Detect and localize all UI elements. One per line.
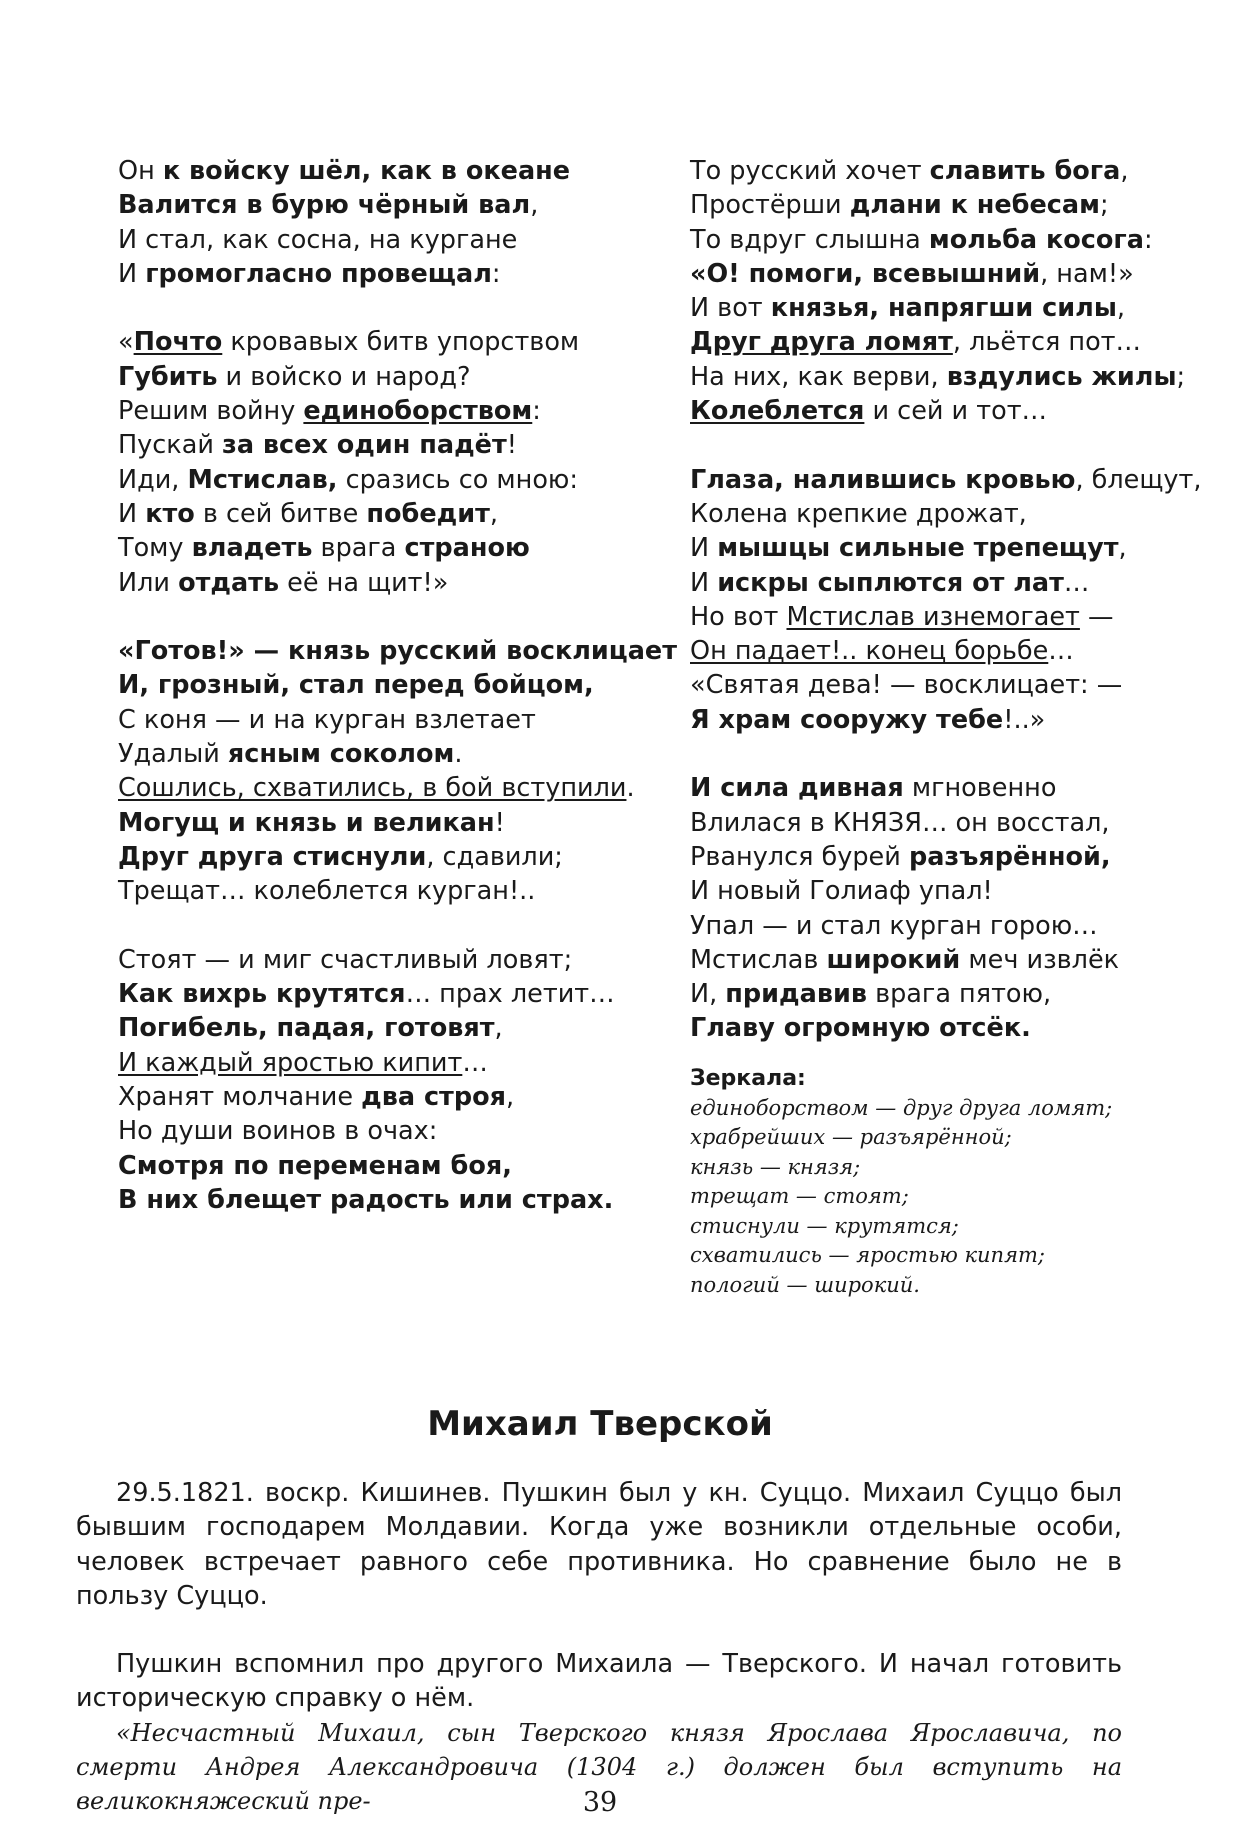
poem-text-segment: , xyxy=(1118,533,1127,564)
poem-text-segment: победит xyxy=(366,498,490,529)
poem-text-segment: И каждый яростью кипит xyxy=(118,1047,463,1078)
poem-text-segment: : xyxy=(491,258,501,289)
poem-text-segment: Как вихрь крутятся xyxy=(118,979,406,1010)
poem-line xyxy=(690,360,1186,394)
mirror-item: князь — князя; xyxy=(690,1154,861,1179)
poem-line xyxy=(118,325,678,359)
poem-text-segment: , xyxy=(494,1013,503,1044)
mirror-item: трещат — стоят; xyxy=(690,1184,909,1209)
poem-text-segment: , сдавили; xyxy=(426,841,563,872)
poem-text-segment: Валится в бурю чёрный вал xyxy=(118,190,531,221)
poem-text-segment: и сей и тот… xyxy=(864,396,1048,427)
poem-text-segment: , xyxy=(530,190,539,221)
poem-text-segment: Друг друга стиснули xyxy=(118,841,427,872)
poem-line xyxy=(690,497,1170,531)
mirrors-list xyxy=(690,1094,1170,1301)
poem-text-segment: И сила дивная xyxy=(690,773,904,804)
poem-text-segment: … прах летит… xyxy=(405,979,615,1010)
poem-line xyxy=(118,497,678,531)
poem-text-segment: « xyxy=(118,327,134,358)
poem-text-segment: Удалый xyxy=(118,739,228,770)
page-number: 39 xyxy=(582,1787,618,1818)
poem-line xyxy=(118,703,678,737)
poem-line xyxy=(118,634,678,668)
poem-text-segment: искры сыплются от лат xyxy=(717,567,1064,598)
poem-text-segment: … xyxy=(1063,567,1090,598)
poem-line xyxy=(118,428,678,462)
poem-line xyxy=(118,566,678,600)
poem-text-segment: : xyxy=(1143,224,1153,255)
poem-line xyxy=(690,291,1170,325)
poem-text-segment: : xyxy=(532,396,541,427)
poem-line xyxy=(690,463,1202,497)
poem-line xyxy=(690,223,1170,257)
poem-text-segment: Хранят молчание xyxy=(118,1082,362,1113)
poem-text-segment: . xyxy=(626,773,635,804)
poem-line xyxy=(690,1011,1170,1045)
stanza-gap xyxy=(690,737,1170,771)
poem-text-segment: И xyxy=(118,258,146,289)
poem-line xyxy=(690,943,1170,977)
poem-line xyxy=(118,874,678,908)
poem-line xyxy=(690,806,1170,840)
poem-text-segment: — xyxy=(1079,601,1114,632)
poem-line xyxy=(118,463,678,497)
poem-text-segment: Решим войну xyxy=(118,396,304,427)
poem-text-segment: ; xyxy=(1176,361,1186,392)
poem-text-segment: владеть xyxy=(191,533,313,564)
poem-text-segment: Мстислав xyxy=(690,944,827,975)
poem-text-segment: … xyxy=(1048,636,1074,667)
poem-text-segment: и войско и народ? xyxy=(217,361,471,392)
poem-text-segment: И xyxy=(118,498,146,529)
poem-line xyxy=(118,394,678,428)
poem-line xyxy=(118,154,678,188)
poem-line xyxy=(690,703,1170,737)
poem-text-segment: отдать xyxy=(178,567,280,598)
poem-line xyxy=(690,634,1170,668)
poem-line xyxy=(690,668,1170,702)
poem-text-segment: Смотря по переменам боя, xyxy=(118,1150,512,1181)
poem-text-segment: Колеблется xyxy=(690,396,865,427)
poem-text-segment: Влилася в КНЯЗЯ… он восстал, xyxy=(690,807,1110,838)
poem-text-segment: Погибель, падая, готовят xyxy=(118,1013,495,1044)
poem-line xyxy=(690,771,1170,805)
poem-line xyxy=(690,394,1170,428)
poem-line xyxy=(118,737,678,771)
poem-text-segment: разъярённой, xyxy=(908,841,1111,872)
poem-text-segment: страною xyxy=(404,533,530,564)
poem-text-segment: , xyxy=(489,498,498,529)
poem-text-segment: Могущ и князь и великан xyxy=(118,807,495,838)
prose-paragraph-1: 29.5.1821. воскр. Кишинев. Пушкин был у кн. Суццо. Михаил Суццо был бывшим господарем Молдавии. Когда уже возникли отдельные особи, человек встречает равного себе противника. Но сравнение было не в пользу Суццо. xyxy=(76,1478,1122,1611)
poem-line xyxy=(690,257,1170,291)
poem-line xyxy=(118,1080,678,1114)
poem-line xyxy=(118,840,678,874)
poem-text-segment: «Святая дева! — восклицает: — xyxy=(690,670,1123,701)
poem-line xyxy=(690,188,1170,222)
poem-text-segment: И стал, как сосна, на кургане xyxy=(118,224,518,255)
poem-text-segment: мольба косога xyxy=(928,224,1144,255)
poem-line xyxy=(118,943,678,977)
poem-text-segment: Губить xyxy=(118,361,218,392)
poem-line xyxy=(118,360,678,394)
poem-text-segment: Друг друга ломят xyxy=(690,327,953,358)
mirror-item: единоборством — друг друга ломят; xyxy=(690,1095,1113,1120)
poem-line xyxy=(690,840,1170,874)
stanza-gap xyxy=(118,291,678,325)
poem-line xyxy=(690,909,1170,943)
poem-text-segment: То вдруг слышна xyxy=(690,224,929,255)
poem-line xyxy=(690,977,1170,1011)
poem-text-segment: «Готов!» — князь русский восклицает xyxy=(118,636,677,667)
poem-text-segment: Мстислав изнемогает xyxy=(786,601,1080,632)
prose-paragraph-2: Пушкин вспомнил про другого Михаила — Тверского. И начал готовить историческую справку о нём. xyxy=(76,1649,1122,1714)
stanza-gap xyxy=(118,600,678,634)
poem-line xyxy=(690,531,1170,565)
poem-line xyxy=(118,771,678,805)
poem-right-stanzas xyxy=(690,154,1202,1046)
poem-line xyxy=(118,668,678,702)
mirror-item: схватились — яростью кипят; xyxy=(690,1243,1045,1268)
poem-line xyxy=(118,1046,678,1080)
poem-text-segment: И, xyxy=(690,979,726,1010)
poem-text-segment: То русский хочет xyxy=(690,156,930,186)
poem-text-segment: Мстислав, xyxy=(187,464,338,495)
mirrors-block xyxy=(690,1064,1170,1301)
poem-line xyxy=(118,1183,678,1217)
poem-line xyxy=(118,188,678,222)
poem-line xyxy=(690,566,1170,600)
poem-line xyxy=(690,325,1170,359)
poem-line xyxy=(118,257,678,291)
poem-text-segment: ! xyxy=(494,807,505,838)
poem-text-segment: мышцы сильные трепещут xyxy=(717,533,1119,564)
poem-text-segment: ; xyxy=(1099,190,1109,221)
poem-text-segment: Тому xyxy=(118,533,192,564)
poem-text-segment: кто xyxy=(145,498,195,529)
poem-text-segment: князья, напрягши силы xyxy=(770,293,1117,324)
poem-line xyxy=(118,1114,678,1148)
poem-text-segment: единоборством xyxy=(303,396,533,427)
poem-text-segment: к войску шёл, как в океане xyxy=(162,156,571,186)
poem-text-segment: в сей битве xyxy=(194,498,367,529)
section-title: Михаил Тверской xyxy=(427,1404,773,1444)
poem-text-segment: мгновенно xyxy=(903,773,1057,804)
poem-text-segment: Сошлись, схватились, в бой вступили xyxy=(118,773,627,804)
poem-text-segment: два строя xyxy=(361,1082,506,1113)
poem-text-segment: Простёрши xyxy=(690,190,850,221)
poem-text-segment: , xyxy=(505,1082,515,1113)
poem-text-segment: !..» xyxy=(1003,704,1046,735)
poem-text-segment: громогласно провещал xyxy=(145,258,492,289)
poem-line xyxy=(118,531,678,565)
poem-text-segment: Трещат… колеблется курган!.. xyxy=(118,876,536,907)
poem-line xyxy=(118,1011,678,1045)
poem-text-segment: , xyxy=(1120,156,1129,186)
poem-text-segment: вздулись жилы xyxy=(946,361,1177,392)
poem-text-segment: … xyxy=(462,1047,488,1078)
poem-text-segment: славить бога xyxy=(929,156,1121,186)
poem-text-segment: Почто xyxy=(133,327,223,358)
poem-line xyxy=(118,223,678,257)
poem-text-segment: . xyxy=(454,739,463,770)
poem-text-segment: меч извлёк xyxy=(960,944,1120,975)
mirrors-title: Зеркала: xyxy=(690,1065,806,1091)
poem-text-segment: И, грозный, стал перед бойцом, xyxy=(118,670,594,701)
poem-line xyxy=(690,874,1170,908)
poem-text-segment: врага xyxy=(312,533,405,564)
poem-text-segment: Или xyxy=(118,567,179,598)
mirror-item: стиснули — крутятся; xyxy=(690,1213,959,1238)
poem-text-segment: И новый Голиаф упал! xyxy=(690,876,993,907)
poem-text-segment: сразись со мною: xyxy=(337,464,578,495)
poem-text-segment: Упал — и стал курган горою… xyxy=(690,910,1098,941)
prose-block xyxy=(76,1476,1122,1819)
poem-text-segment: длани к небесам xyxy=(849,190,1100,221)
poem-text-segment: придавив xyxy=(725,979,867,1010)
poem-text-segment: Иди, xyxy=(118,464,188,495)
poem-text-segment: Пускай xyxy=(118,430,222,461)
poem-text-segment: И xyxy=(690,567,718,598)
poem-text-segment: И вот xyxy=(690,293,771,324)
poem-text-segment: , льётся пот… xyxy=(952,327,1142,358)
poem-right-column xyxy=(690,154,1202,1300)
poem-text-segment: ! xyxy=(506,430,517,461)
poem-text-segment: Он xyxy=(118,156,163,186)
poem-text-segment: Но души воинов в очах: xyxy=(118,1116,438,1147)
poem-text-segment: , нам!» xyxy=(1040,258,1134,289)
poem-left-column xyxy=(118,154,678,1217)
stanza-gap xyxy=(690,428,1170,462)
poem-text-segment: широкий xyxy=(826,944,961,975)
poem-text-segment: С коня — и на курган взлетает xyxy=(118,704,536,735)
stanza-gap xyxy=(118,909,678,943)
poem-line xyxy=(118,977,678,1011)
poem-text-segment: Главу огромную отсёк. xyxy=(690,1013,1031,1044)
poem-text-segment: Глаза, налившись кровью xyxy=(690,464,1076,495)
poem-text-segment: Он падает!.. конец борьбе xyxy=(690,636,1049,667)
poem-text-segment: ясным соколом xyxy=(227,739,455,770)
poem-text-segment: Колена крепкие дрожат, xyxy=(690,498,1027,529)
poem-text-segment: Рванулся бурей xyxy=(690,841,909,872)
poem-line xyxy=(118,806,678,840)
poem-line xyxy=(690,154,1170,188)
poem-text-segment: Но вот xyxy=(690,601,787,632)
poem-text-segment: кровавых битв упорством xyxy=(222,327,580,358)
poem-text-segment: врага пятою, xyxy=(866,979,1052,1010)
poem-text-segment: за всех один падёт xyxy=(222,430,507,461)
poem-text-segment: В них блещет радость или страх. xyxy=(118,1184,614,1215)
poem-text-segment: , блещут, xyxy=(1075,464,1202,495)
poem-text-segment: Стоят — и миг счастливый ловят; xyxy=(118,944,573,975)
poem-line xyxy=(118,1149,678,1183)
quote-paragraph: «Несчастный Михаил, сын Тверского князя Ярослава Ярославича, по смерти Андрея Александровича (1304 г.) должен был вступить на великокняжеский пре- xyxy=(76,1718,1122,1816)
mirror-item: храбрейших — разъярённой; xyxy=(690,1125,1012,1150)
poem-text-segment: «О! помоги, всевышний xyxy=(690,258,1041,289)
poem-text-segment: Я храм сооружу тебе xyxy=(690,704,1004,735)
poem-text-segment: её на щит!» xyxy=(279,567,449,598)
poem-line xyxy=(690,600,1170,634)
poem-text-segment: , xyxy=(1116,293,1126,324)
poem-text-segment: На них, как верви, xyxy=(690,361,947,392)
mirror-item: пологий — широкий. xyxy=(690,1272,920,1297)
poem-text-segment: И xyxy=(690,533,718,564)
